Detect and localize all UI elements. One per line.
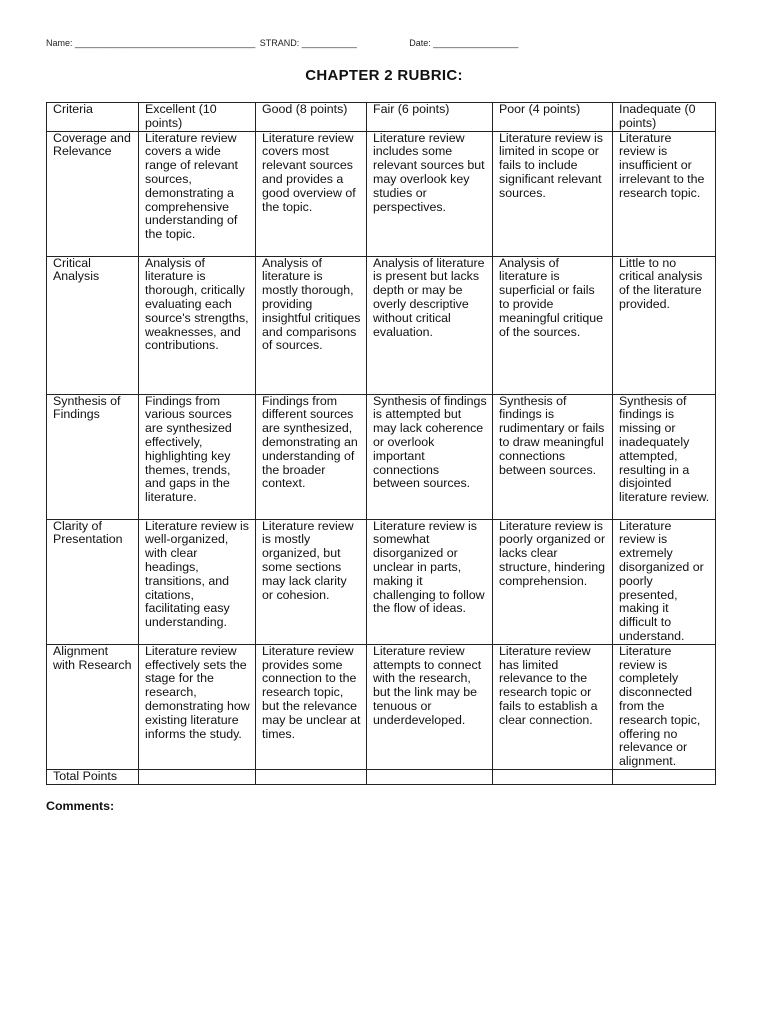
column-header: Criteria (47, 103, 139, 132)
table-cell: Literature review attempts to connect with the research, but the link may be tenuous or underdeveloped. (367, 644, 493, 769)
criteria-cell: Critical Analysis (47, 256, 139, 394)
page-title: CHAPTER 2 RUBRIC: (305, 67, 463, 84)
criteria-cell: Clarity of Presentation (47, 519, 139, 644)
table-cell: Synthesis of findings is rudimentary or fails to draw meaningful connections between sources. (493, 394, 613, 519)
rubric-table (46, 102, 716, 785)
table-cell: Literature review covers a wide range of relevant sources, demonstrating a comprehensive understanding of the topic. (139, 131, 256, 256)
name-field-label: Name: ____________________________________ (46, 38, 256, 48)
table-cell: Findings from different sources are synthesized, demonstrating an understanding of the broader context. (256, 394, 367, 519)
table-cell: Synthesis of findings is attempted but may lack coherence or overlook important connections between sources. (367, 394, 493, 519)
table-row (47, 131, 716, 256)
criteria-cell: Coverage and Relevance (47, 131, 139, 256)
comments-label: Comments: (46, 799, 115, 813)
table-cell: Literature review effectively sets the stage for the research, demonstrating how existing literature informs the study. (139, 644, 256, 769)
column-header: Poor (4 points) (493, 103, 613, 132)
table-cell: Literature review has limited relevance to the research topic or fails to establish a clear connection. (493, 644, 613, 769)
total-points-cell (613, 769, 716, 784)
table-cell: Analysis of literature is present but lacks depth or may be overly descriptive without critical evaluation. (367, 256, 493, 394)
table-cell: Literature review is insufficient or irrelevant to the research topic. (613, 131, 716, 256)
table-cell: Synthesis of findings is missing or inadequately attempted, resulting in a disjointed literature review. (613, 394, 716, 519)
table-cell: Literature review is poorly organized or lacks clear structure, hindering comprehension. (493, 519, 613, 644)
date-field-label: Date: _________________ (409, 38, 519, 48)
header-line (46, 38, 726, 48)
criteria-cell: Synthesis of Findings (47, 394, 139, 519)
table-row (47, 644, 716, 769)
table-cell: Literature review is limited in scope or fails to include significant relevant sources. (493, 131, 613, 256)
table-header-row (47, 103, 716, 132)
column-header: Fair (6 points) (367, 103, 493, 132)
table-cell: Literature review is somewhat disorganized or unclear in parts, making it challenging to follow the flow of ideas. (367, 519, 493, 644)
table-cell: Literature review is extremely disorganized or poorly presented, making it difficult to understand. (613, 519, 716, 644)
column-header: Inadequate (0 points) (613, 103, 716, 132)
table-cell: Literature review is mostly organized, but some sections may lack clarity or cohesion. (256, 519, 367, 644)
strand-field-label: STRAND: ___________ (259, 38, 357, 48)
table-cell: Literature review is completely disconnected from the research topic, offering no relevance or alignment. (613, 644, 716, 769)
column-header: Good (8 points) (256, 103, 367, 132)
total-points-cell (139, 769, 256, 784)
table-cell: Analysis of literature is thorough, critically evaluating each source's strengths, weaknesses, and contributions. (139, 256, 256, 394)
table-cell: Findings from various sources are synthesized effectively, highlighting key themes, trends, and gaps in the literature. (139, 394, 256, 519)
table-row (47, 394, 716, 519)
criteria-cell: Alignment with Research (47, 644, 139, 769)
total-points-cell (256, 769, 367, 784)
total-points-row (47, 769, 716, 784)
table-cell: Literature review provides some connection to the research topic, but the relevance may be unclear at times. (256, 644, 367, 769)
table-cell: Literature review covers most relevant sources and provides a good overview of the topic. (256, 131, 367, 256)
table-cell: Literature review is well-organized, with clear headings, transitions, and citations, facilitating easy understanding. (139, 519, 256, 644)
table-cell: Analysis of literature is mostly thorough, providing insightful critiques and comparisons of sources. (256, 256, 367, 394)
column-header: Excellent (10 points) (139, 103, 256, 132)
table-cell: Analysis of literature is superficial or fails to provide meaningful critique of the sources. (493, 256, 613, 394)
total-points-cell (367, 769, 493, 784)
total-points-cell (493, 769, 613, 784)
table-row (47, 519, 716, 644)
table-cell: Literature review includes some relevant sources but may overlook key studies or perspectives. (367, 131, 493, 256)
total-points-label: Total Points (47, 769, 139, 784)
table-cell: Little to no critical analysis of the literature provided. (613, 256, 716, 394)
table-row (47, 256, 716, 394)
